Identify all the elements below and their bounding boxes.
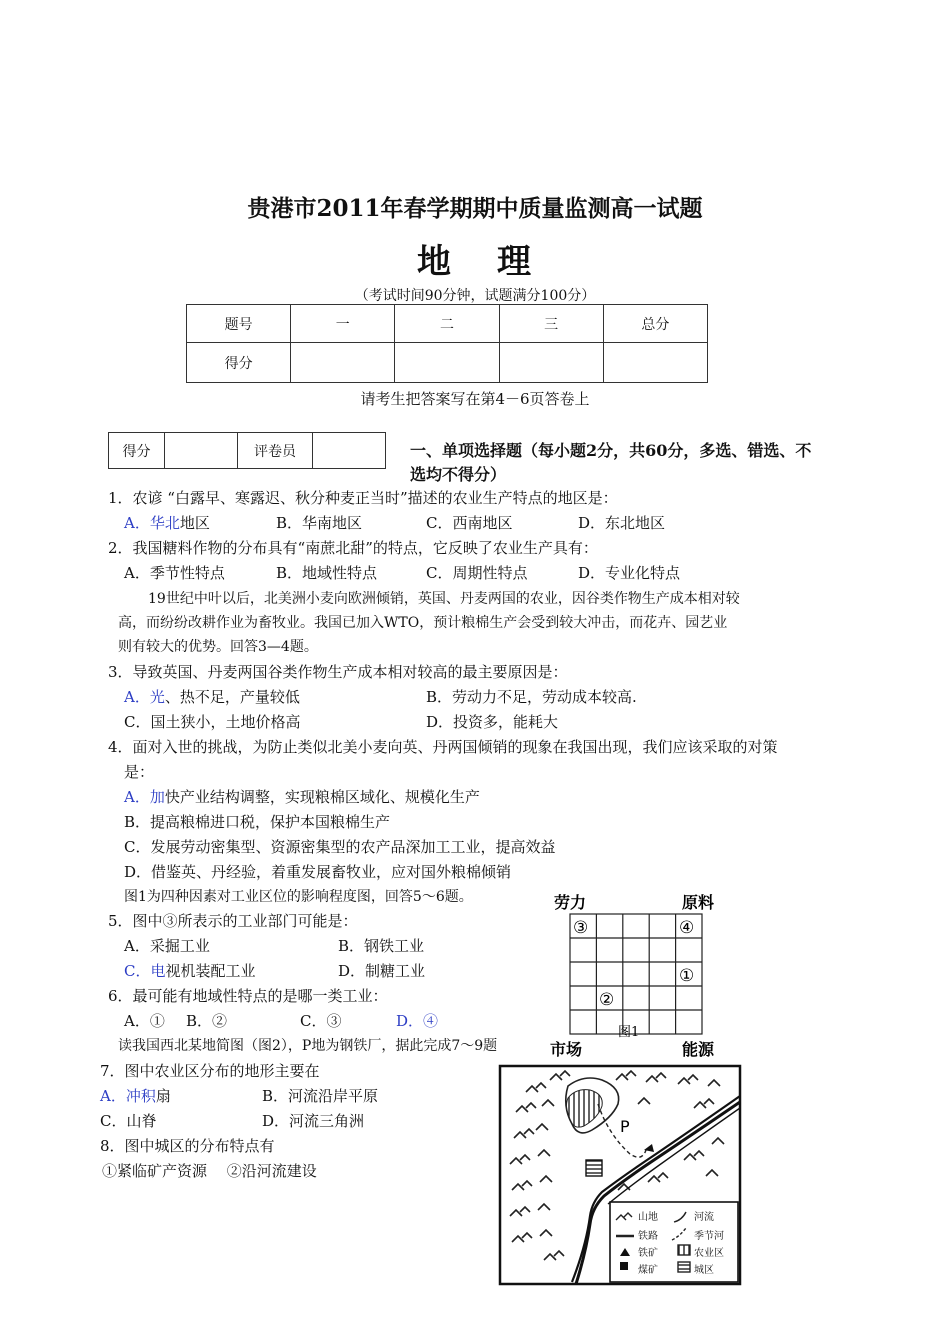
q2-stem: 2．我国糖料作物的分布具有“南蔗北甜”的特点，它反映了农业生产具有： (108, 539, 598, 557)
score-table (186, 304, 708, 383)
score-cell (499, 343, 603, 383)
score-cell (291, 343, 395, 383)
q1-stem: 1．农谚 “白露早、寒露迟、秋分种麦正当时”描述的农业生产特点的地区是： (108, 489, 618, 507)
fig1-marker-3: ③ (573, 918, 589, 938)
score-head-cell: 总分 (603, 305, 707, 343)
section-title-line1: 一、单项选择题（每小题2分，共60分，多选、错选、不 (410, 441, 812, 460)
legend-iron-ore: 铁矿 (638, 1248, 658, 1259)
q5-option-d: D．制糖工业 (338, 962, 426, 980)
q4-option-a: A．加快产业结构调整，实现粮棉区域化、规模化生产 (124, 788, 480, 806)
exam-title: 贵港市2011年春学期期中质量监测高一试题 (247, 195, 703, 222)
q4-option-d: D．借鉴英、丹经验，着重发展畜牧业，应对国外粮棉倾销 (124, 863, 512, 881)
q3-option-a: A．光、热不足，产量较低 (124, 688, 300, 706)
q2-option-d: D．专业化特点 (578, 564, 681, 582)
figure2-map (498, 1064, 742, 1286)
q7-option-d: D．河流三角洲 (262, 1112, 365, 1130)
fig2-p-label: P (620, 1117, 630, 1136)
q3-option-d: D．投资多，能耗大 (426, 713, 559, 731)
q5-option-c: C．电视机装配工业 (124, 962, 256, 980)
grader-cell (165, 433, 238, 469)
score-cell (395, 343, 499, 383)
fig2-intro: 读我国西北某地简图（图2），P地为钢铁厂，据此完成7～9题 (118, 1038, 498, 1054)
q3-stem: 3．导致英国、丹麦两国谷类作物生产成本相对较高的最主要原因是： (108, 663, 568, 681)
legend-mountain: 山地 (638, 1212, 658, 1223)
q6-option-d: D．④ (396, 1012, 439, 1030)
q5-stem: 5．图中③所表示的工业部门可能是： (108, 912, 358, 930)
q1-option-a: A．华北地区 (124, 514, 210, 532)
legend-railway: 铁路 (638, 1231, 658, 1242)
q3-option-b: B．劳动力不足，劳动成本较高. (426, 688, 637, 706)
passage-line: 则有较大的优势。回答3—4题。 (118, 639, 318, 655)
q4-option-c: C．发展劳动密集型、资源密集型的农产品深加工工业，提高效益 (124, 838, 556, 856)
fig1-caption: 图1 (618, 1025, 640, 1040)
score-head-cell: 三 (499, 305, 603, 343)
q3-option-c: C．国土狭小，土地价格高 (124, 713, 301, 731)
q1-option-c: C．西南地区 (426, 514, 513, 532)
q6-stem: 6．最可能有地域性特点的是哪一类工业： (108, 987, 388, 1005)
grader-cell: 评卷员 (238, 433, 313, 469)
score-cell (603, 343, 707, 383)
legend-seasonal-river: 季节河 (694, 1231, 724, 1242)
fig1-marker-4: ④ (679, 918, 695, 938)
fig1-marker-1: ① (679, 966, 695, 986)
q4-stem: 4．面对入世的挑战，为防止类似北美小麦向英、丹两国倾销的现象在我国出现，我们应该采取的对策 (108, 738, 778, 756)
fig1-label-market: 市场 (550, 1040, 583, 1059)
section-title-line2: 选均不得分） (410, 465, 507, 484)
q7-option-b: B．河流沿岸平原 (262, 1087, 379, 1105)
fig1-label-energy: 能源 (682, 1040, 715, 1059)
legend-river: 河流 (694, 1212, 714, 1223)
score-row-label: 得分 (187, 343, 291, 383)
figure1-grid (548, 890, 718, 1060)
q5-option-a: A．采掘工业 (124, 937, 210, 955)
fig1-marker-2: ② (599, 990, 615, 1010)
q1-option-b: B．华南地区 (276, 514, 363, 532)
passage-line: 高，而纷纷改耕作业为畜牧业。我国已加入WTO，预计粮棉生产会受到较大冲击，而花卉、园艺业 (118, 615, 728, 631)
fig1-label-material: 原料 (682, 893, 715, 912)
q6-option-a: A．① (124, 1012, 165, 1030)
q6-option-c: C．③ (300, 1012, 342, 1030)
fig1-intro: 图1为四种因素对工业区位的影响程度图，回答5～6题。 (124, 889, 473, 905)
grader-table (108, 432, 386, 469)
legend-agri-area: 农业区 (694, 1248, 724, 1259)
passage-line: 19世纪中叶以后，北美洲小麦向欧洲倾销，英国、丹麦两国的农业，因谷类作物生产成本相对较 (148, 591, 740, 607)
subject-title: 地 理 (417, 242, 533, 282)
legend-city: 城区 (694, 1265, 714, 1276)
legend-coal: 煤矿 (638, 1265, 658, 1276)
q6-option-b: B．② (186, 1012, 228, 1030)
q7-option-a: A．冲积扇 (100, 1087, 171, 1105)
q4-stem-cont: 是： (124, 763, 155, 781)
fig1-label-labor: 劳力 (554, 893, 587, 912)
grader-cell: 得分 (109, 433, 165, 469)
score-head-cell: 一 (291, 305, 395, 343)
exam-note: （考试时间90分钟，试题满分100分） (354, 288, 596, 304)
q5-option-b: B．钢铁工业 (338, 937, 425, 955)
q8-stem: 8．图中城区的分布特点有 (100, 1137, 275, 1155)
q7-option-c: C．山脊 (100, 1112, 157, 1130)
score-head-cell: 题号 (187, 305, 291, 343)
q2-option-b: B．地域性特点 (276, 564, 378, 582)
q8-options: ①紧临矿产资源 ②沿河流建设 (102, 1162, 317, 1180)
q4-option-b: B．提高粮棉进口税，保护本国粮棉生产 (124, 813, 391, 831)
q7-stem: 7．图中农业区分布的地形主要在 (100, 1062, 320, 1080)
q1-option-d: D．东北地区 (578, 514, 666, 532)
q2-option-a: A．季节性特点 (124, 564, 225, 582)
answer-note: 请考生把答案写在第4－6页答卷上 (360, 390, 590, 408)
score-head-cell: 二 (395, 305, 499, 343)
grader-cell (313, 433, 386, 469)
q2-option-c: C．周期性特点 (426, 564, 528, 582)
